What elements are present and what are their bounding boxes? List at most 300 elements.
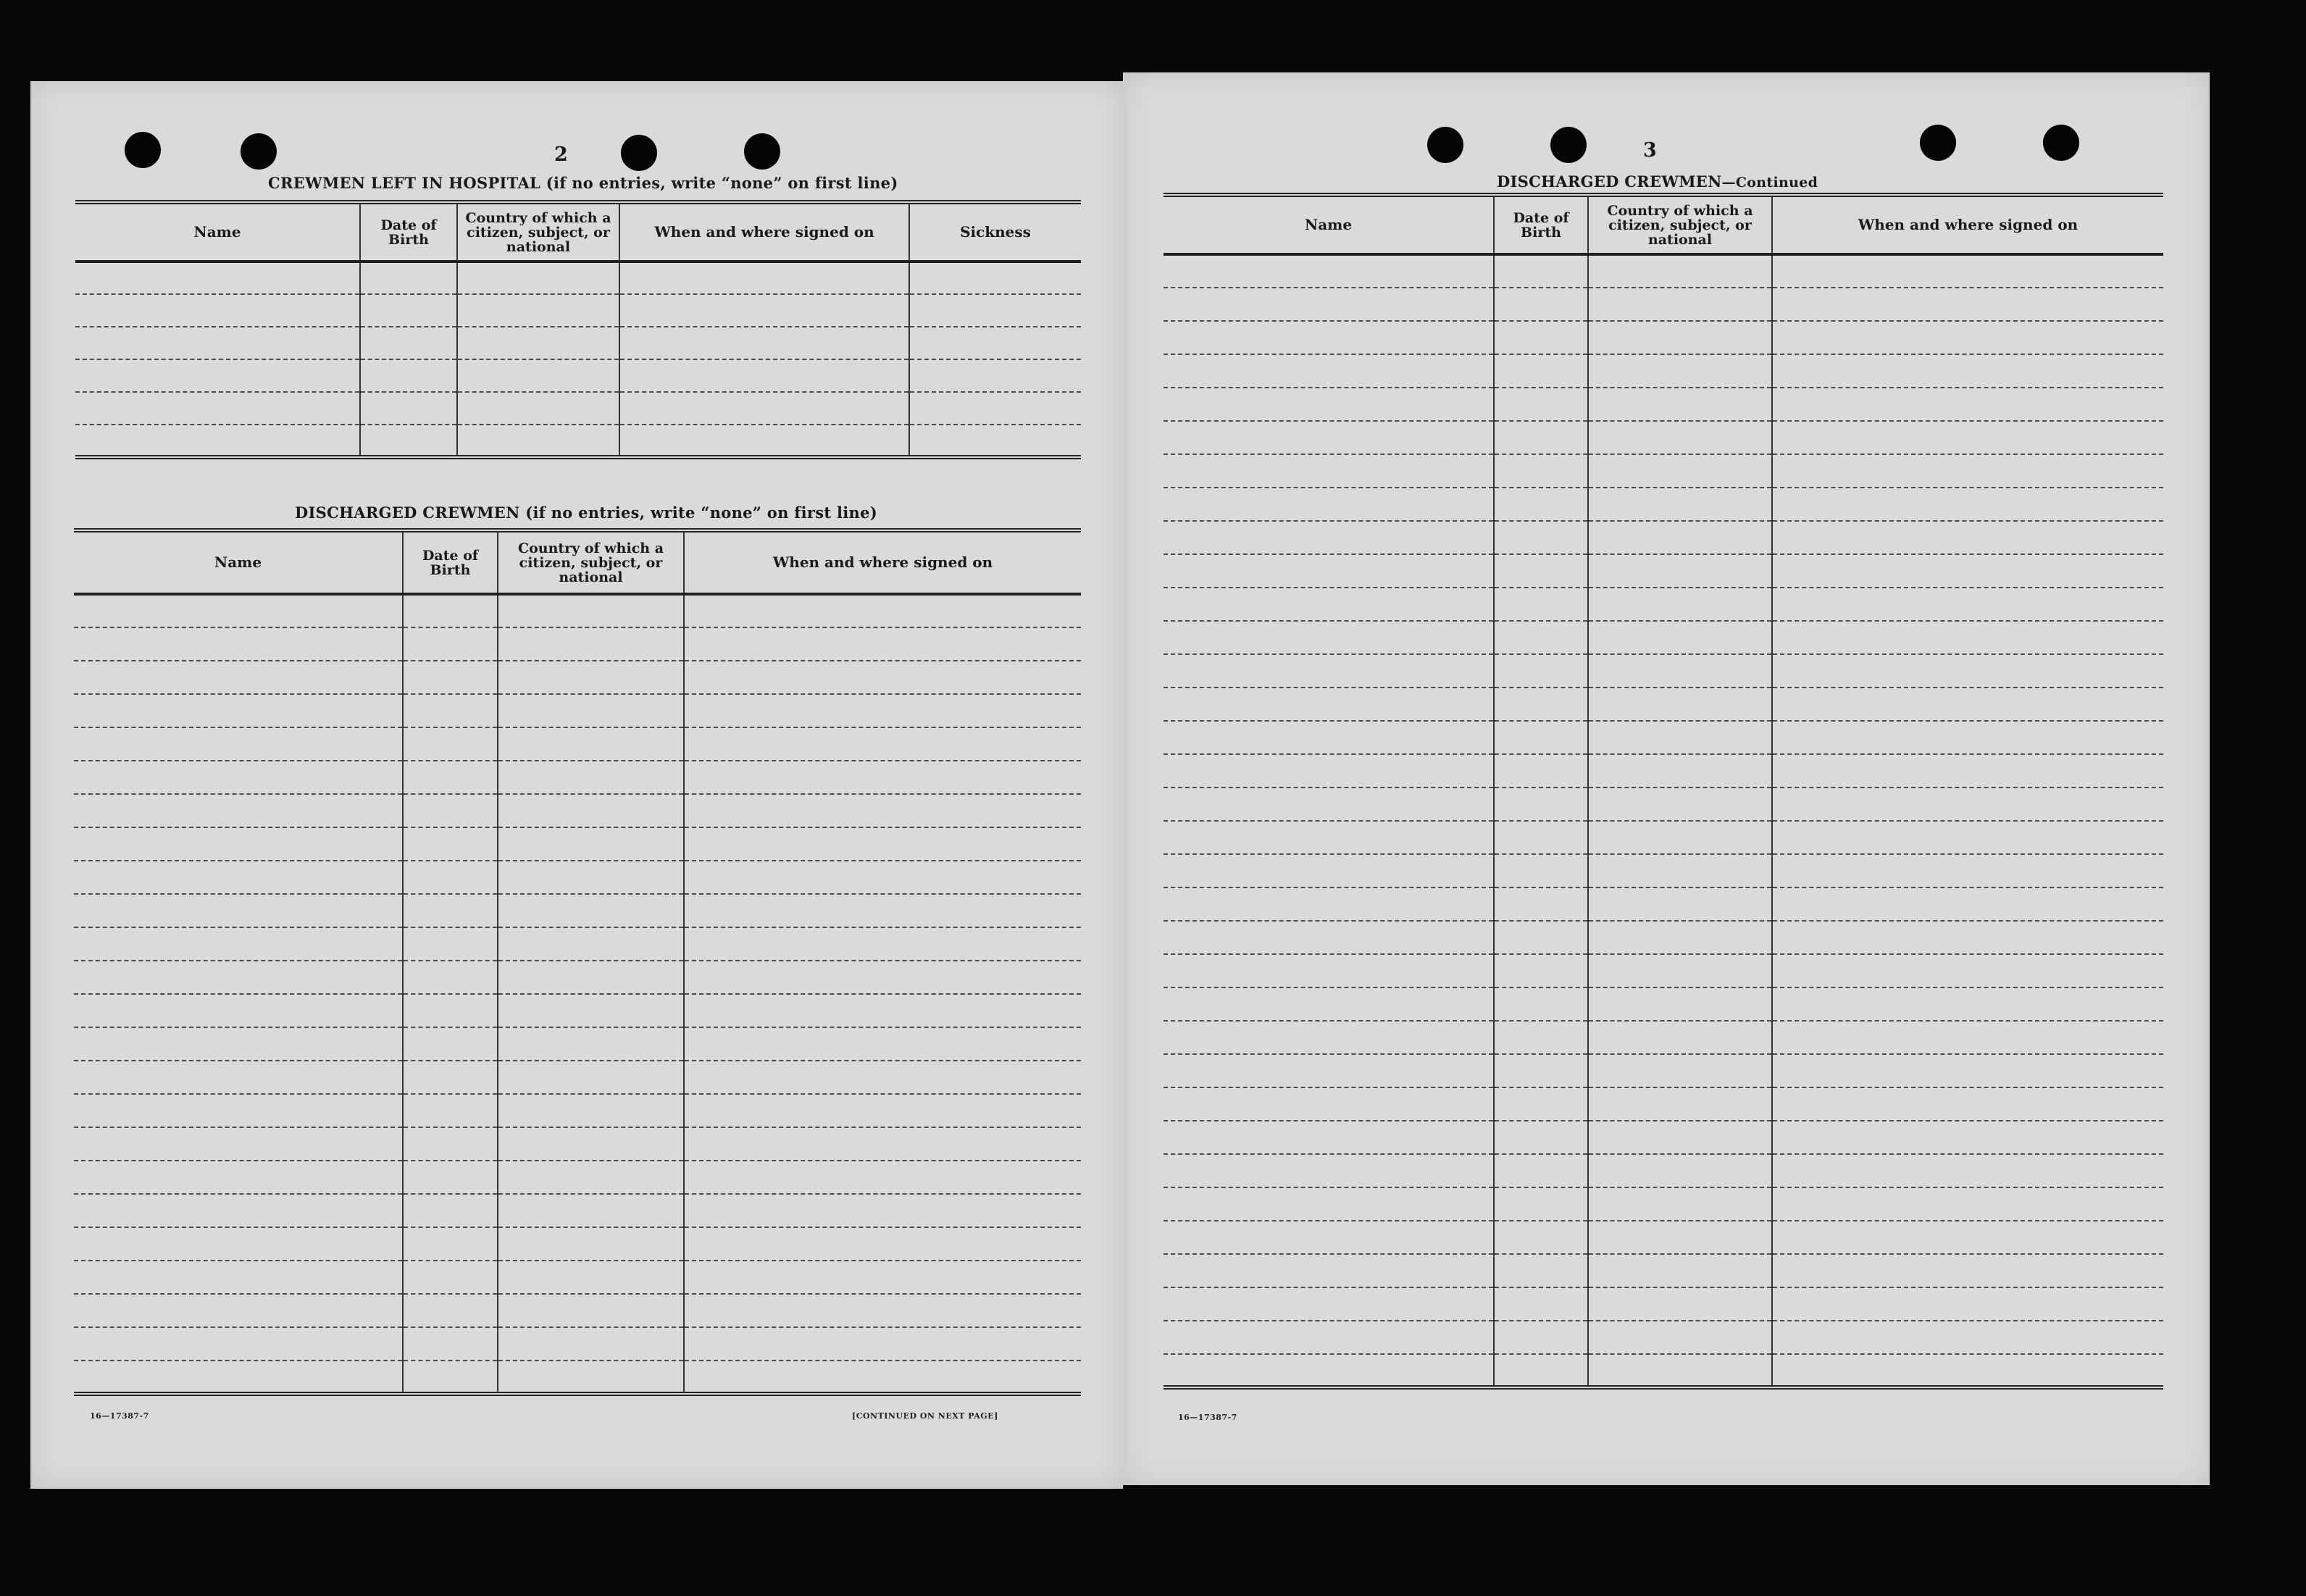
blank-cell: [1494, 554, 1588, 588]
blank-cell: [498, 1127, 684, 1161]
discharged-instruction: (if no entries, write “none” on first line): [525, 504, 878, 522]
punch-hole: [1550, 127, 1587, 163]
blank-cell: [909, 327, 1081, 359]
blank-cell: [1164, 754, 1494, 787]
form-row: [74, 1027, 1081, 1061]
blank-cell: [1494, 1254, 1588, 1287]
blank-cell: [684, 761, 1081, 794]
blank-cell: [403, 861, 498, 894]
form-row: [74, 961, 1081, 994]
blank-cell: [1494, 621, 1588, 654]
form-row: [1164, 388, 2163, 421]
blank-cell: [74, 761, 403, 794]
form-row: [1164, 787, 2163, 821]
blank-cell: [403, 894, 498, 927]
blank-cell: [1494, 887, 1588, 921]
form-row: [74, 1227, 1081, 1261]
blank-cell: [1494, 288, 1588, 321]
form-row: [74, 1094, 1081, 1127]
blank-cell: [1164, 821, 1494, 854]
col-header-name: Name: [75, 202, 360, 262]
blank-cell: [1164, 288, 1494, 321]
blank-cell: [684, 1094, 1081, 1127]
blank-cell: [619, 262, 909, 294]
col-header-when-where-signed-on: When and where signed on: [1772, 195, 2163, 254]
form-row: [74, 1294, 1081, 1327]
form-row: [75, 425, 1081, 457]
punch-hole: [744, 133, 780, 170]
form-row: [74, 661, 1081, 694]
blank-cell: [74, 1327, 403, 1361]
blank-cell: [1164, 1054, 1494, 1087]
blank-cell: [684, 627, 1081, 661]
col-header-name: Name: [1164, 195, 1494, 254]
col-header-when-where-signed-on: When and where signed on: [619, 202, 909, 262]
form-row: [1164, 1087, 2163, 1121]
blank-cell: [909, 392, 1081, 425]
blank-cell: [1772, 388, 2163, 421]
blank-cell: [1772, 1321, 2163, 1354]
form-row: [74, 894, 1081, 927]
form-row: [74, 1061, 1081, 1094]
blank-cell: [1772, 1121, 2163, 1154]
blank-cell: [1494, 388, 1588, 421]
blank-cell: [684, 1361, 1081, 1394]
form-row: [1164, 1121, 2163, 1154]
blank-cell: [457, 425, 619, 457]
blank-cell: [684, 827, 1081, 861]
blank-cell: [360, 294, 457, 327]
form-row: [1164, 854, 2163, 887]
blank-cell: [1494, 787, 1588, 821]
form-row: [74, 1261, 1081, 1294]
form-row: [75, 262, 1081, 294]
blank-cell: [1772, 1087, 2163, 1121]
discharged-continued-title: [1497, 172, 1818, 191]
form-row: [74, 727, 1081, 761]
form-row: [1164, 254, 2163, 288]
blank-cell: [1164, 887, 1494, 921]
blank-cell: [684, 927, 1081, 961]
blank-cell: [1772, 488, 2163, 521]
blank-cell: [75, 327, 360, 359]
form-row: [1164, 821, 2163, 854]
blank-cell: [1588, 421, 1772, 454]
punch-hole: [2043, 125, 2079, 161]
blank-cell: [1588, 787, 1772, 821]
form-row: [1164, 521, 2163, 554]
form-row: [1164, 1054, 2163, 1087]
blank-cell: [74, 1294, 403, 1327]
blank-cell: [684, 1194, 1081, 1227]
blank-cell: [684, 1061, 1081, 1094]
blank-cell: [1588, 1187, 1772, 1221]
blank-cell: [1494, 354, 1588, 388]
blank-cell: [1772, 288, 2163, 321]
blank-cell: [403, 1027, 498, 1061]
blank-cell: [1588, 754, 1772, 787]
blank-cell: [1164, 621, 1494, 654]
blank-cell: [75, 359, 360, 392]
form-row: [1164, 454, 2163, 488]
blank-cell: [684, 1227, 1081, 1261]
blank-cell: [1588, 254, 1772, 288]
form-row: [1164, 554, 2163, 588]
col-header-when-where-signed-on: When and where signed on: [684, 530, 1081, 594]
blank-cell: [684, 794, 1081, 827]
blank-cell: [1588, 454, 1772, 488]
blank-cell: [74, 1127, 403, 1161]
form-row: [74, 861, 1081, 894]
blank-cell: [1494, 1221, 1588, 1254]
blank-cell: [1164, 1254, 1494, 1287]
punch-hole: [1427, 127, 1463, 163]
blank-cell: [1588, 1121, 1772, 1154]
form-row: [74, 594, 1081, 627]
blank-cell: [74, 1361, 403, 1394]
blank-cell: [1772, 987, 2163, 1021]
blank-cell: [909, 262, 1081, 294]
blank-cell: [498, 1027, 684, 1061]
blank-cell: [684, 1161, 1081, 1194]
col-header-country: Country of which a citizen, subject, or national: [498, 530, 684, 594]
blank-cell: [1494, 721, 1588, 754]
form-row: [74, 694, 1081, 727]
blank-cell: [1588, 1087, 1772, 1121]
blank-cell: [360, 425, 457, 457]
blank-cell: [498, 761, 684, 794]
blank-cell: [74, 1227, 403, 1261]
blank-cell: [1164, 421, 1494, 454]
form-row: [75, 294, 1081, 327]
blank-cell: [684, 1294, 1081, 1327]
blank-cell: [1772, 921, 2163, 954]
hospital-table: [75, 200, 1081, 459]
form-row: [1164, 588, 2163, 621]
blank-cell: [1494, 1287, 1588, 1321]
blank-cell: [1772, 354, 2163, 388]
blank-cell: [684, 894, 1081, 927]
blank-cell: [1164, 1087, 1494, 1121]
table-header-row: [74, 530, 1081, 594]
col-header-date-of-birth: Date of Birth: [403, 530, 498, 594]
table-header-row: [75, 202, 1081, 262]
blank-cell: [498, 694, 684, 727]
blank-cell: [403, 1094, 498, 1127]
blank-cell: [909, 425, 1081, 457]
blank-cell: [403, 727, 498, 761]
blank-cell: [1772, 688, 2163, 721]
blank-cell: [74, 1261, 403, 1294]
hospital-title-text: CREWMEN LEFT IN HOSPITAL: [268, 174, 541, 192]
blank-cell: [75, 392, 360, 425]
blank-cell: [403, 1127, 498, 1161]
blank-cell: [498, 1294, 684, 1327]
blank-cell: [1494, 1187, 1588, 1221]
discharged-title-text: DISCHARGED CREWMEN: [295, 504, 520, 522]
blank-cell: [1772, 588, 2163, 621]
blank-cell: [75, 425, 360, 457]
blank-cell: [74, 694, 403, 727]
blank-cell: [1494, 688, 1588, 721]
blank-cell: [74, 927, 403, 961]
form-page-left: [30, 81, 1123, 1489]
punch-hole: [1920, 125, 1956, 161]
blank-cell: [1772, 621, 2163, 654]
blank-cell: [74, 594, 403, 627]
blank-cell: [619, 327, 909, 359]
blank-cell: [1164, 1154, 1494, 1187]
blank-cell: [684, 961, 1081, 994]
blank-cell: [1164, 1221, 1494, 1254]
discharged-table: [74, 528, 1081, 1396]
form-row: [1164, 421, 2163, 454]
form-row: [74, 794, 1081, 827]
blank-cell: [74, 1061, 403, 1094]
form-row: [1164, 987, 2163, 1021]
blank-cell: [1588, 954, 1772, 987]
blank-cell: [1772, 521, 2163, 554]
blank-cell: [403, 594, 498, 627]
blank-cell: [1772, 1354, 2163, 1387]
blank-cell: [1588, 1021, 1772, 1054]
blank-cell: [1164, 254, 1494, 288]
form-row: [74, 1161, 1081, 1194]
blank-cell: [684, 994, 1081, 1027]
blank-cell: [1588, 1254, 1772, 1287]
form-row: [1164, 1154, 2163, 1187]
blank-cell: [1772, 954, 2163, 987]
blank-cell: [1164, 1287, 1494, 1321]
blank-cell: [457, 262, 619, 294]
form-row: [1164, 488, 2163, 521]
blank-cell: [1494, 588, 1588, 621]
blank-cell: [1588, 388, 1772, 421]
blank-cell: [498, 1161, 684, 1194]
blank-cell: [403, 794, 498, 827]
discharged-continued-table: [1164, 193, 2163, 1390]
blank-cell: [498, 1261, 684, 1294]
blank-cell: [1772, 854, 2163, 887]
form-row: [1164, 1321, 2163, 1354]
blank-cell: [498, 661, 684, 694]
blank-cell: [1588, 721, 1772, 754]
form-row: [1164, 1254, 2163, 1287]
blank-cell: [498, 1061, 684, 1094]
table-header-row: [1164, 195, 2163, 254]
blank-cell: [1164, 321, 1494, 354]
blank-cell: [403, 694, 498, 727]
blank-cell: [498, 794, 684, 827]
blank-cell: [1772, 1287, 2163, 1321]
form-row: [1164, 721, 2163, 754]
blank-cell: [1772, 321, 2163, 354]
blank-cell: [1772, 754, 2163, 787]
blank-cell: [1494, 821, 1588, 854]
blank-cell: [1588, 1054, 1772, 1087]
blank-cell: [1164, 787, 1494, 821]
blank-cell: [74, 827, 403, 861]
blank-cell: [1772, 1021, 2163, 1054]
blank-cell: [1494, 1321, 1588, 1354]
form-row: [74, 1127, 1081, 1161]
blank-cell: [74, 1194, 403, 1227]
blank-cell: [360, 392, 457, 425]
blank-cell: [684, 727, 1081, 761]
blank-cell: [1164, 1321, 1494, 1354]
form-row: [74, 761, 1081, 794]
blank-cell: [498, 994, 684, 1027]
blank-cell: [684, 1261, 1081, 1294]
blank-cell: [684, 661, 1081, 694]
form-row: [1164, 954, 2163, 987]
blank-cell: [360, 327, 457, 359]
blank-cell: [1494, 1087, 1588, 1121]
blank-cell: [75, 294, 360, 327]
page-number: 3: [1643, 139, 1657, 162]
blank-cell: [360, 359, 457, 392]
blank-cell: [1164, 354, 1494, 388]
blank-cell: [1588, 654, 1772, 688]
blank-cell: [1772, 554, 2163, 588]
blank-cell: [1772, 1254, 2163, 1287]
blank-cell: [403, 1294, 498, 1327]
blank-cell: [75, 262, 360, 294]
col-header-sickness: Sickness: [909, 202, 1081, 262]
blank-cell: [1772, 721, 2163, 754]
blank-cell: [498, 627, 684, 661]
discharged-section-title: [295, 504, 877, 522]
blank-cell: [1164, 987, 1494, 1021]
punch-hole: [241, 133, 277, 170]
blank-cell: [1494, 521, 1588, 554]
blank-cell: [1164, 654, 1494, 688]
blank-cell: [1494, 987, 1588, 1021]
blank-cell: [909, 294, 1081, 327]
blank-cell: [457, 359, 619, 392]
col-header-name: Name: [74, 530, 403, 594]
blank-cell: [1588, 688, 1772, 721]
blank-cell: [1164, 521, 1494, 554]
blank-cell: [498, 594, 684, 627]
blank-cell: [1494, 488, 1588, 521]
blank-cell: [1772, 1154, 2163, 1187]
blank-cell: [1164, 1021, 1494, 1054]
blank-cell: [74, 861, 403, 894]
col-header-date-of-birth: Date of Birth: [360, 202, 457, 262]
blank-cell: [498, 1227, 684, 1261]
form-row: [1164, 921, 2163, 954]
col-header-country: Country of which a citizen, subject, or national: [457, 202, 619, 262]
blank-cell: [403, 1361, 498, 1394]
blank-cell: [1772, 1054, 2163, 1087]
blank-cell: [498, 1094, 684, 1127]
col-header-country: Country of which a citizen, subject, or national: [1588, 195, 1772, 254]
blank-cell: [74, 661, 403, 694]
blank-cell: [1588, 354, 1772, 388]
blank-cell: [457, 327, 619, 359]
blank-cell: [684, 1027, 1081, 1061]
blank-cell: [1772, 787, 2163, 821]
form-row: [1164, 1221, 2163, 1254]
blank-cell: [684, 594, 1081, 627]
form-row: [74, 827, 1081, 861]
blank-cell: [909, 359, 1081, 392]
blank-cell: [1772, 1221, 2163, 1254]
blank-cell: [403, 761, 498, 794]
blank-cell: [684, 1127, 1081, 1161]
blank-cell: [1494, 754, 1588, 787]
blank-cell: [1588, 887, 1772, 921]
blank-cell: [1588, 321, 1772, 354]
blank-cell: [74, 627, 403, 661]
punch-hole: [621, 135, 657, 171]
blank-cell: [498, 827, 684, 861]
blank-cell: [498, 894, 684, 927]
form-row: [1164, 688, 2163, 721]
blank-cell: [619, 359, 909, 392]
form-row: [74, 1361, 1081, 1394]
discharged-continued-title-text: DISCHARGED CREWMEN: [1497, 172, 1722, 191]
blank-cell: [498, 861, 684, 894]
blank-cell: [1164, 454, 1494, 488]
blank-cell: [1772, 254, 2163, 288]
blank-cell: [1588, 1354, 1772, 1387]
blank-cell: [619, 425, 909, 457]
blank-cell: [1494, 1121, 1588, 1154]
blank-cell: [498, 1361, 684, 1394]
form-row: [75, 359, 1081, 392]
blank-cell: [1164, 954, 1494, 987]
blank-cell: [498, 961, 684, 994]
hospital-instruction: (if no entries, write “none” on first line): [546, 174, 898, 192]
form-code: 16—17387-7: [1178, 1413, 1237, 1422]
blank-cell: [1494, 254, 1588, 288]
form-row: [74, 627, 1081, 661]
blank-cell: [403, 994, 498, 1027]
blank-cell: [1494, 854, 1588, 887]
blank-cell: [403, 1194, 498, 1227]
form-row: [1164, 1287, 2163, 1321]
col-header-date-of-birth: Date of Birth: [1494, 195, 1588, 254]
form-row: [74, 1194, 1081, 1227]
blank-cell: [1494, 1021, 1588, 1054]
blank-cell: [1772, 421, 2163, 454]
blank-cell: [1164, 388, 1494, 421]
blank-cell: [1588, 1221, 1772, 1254]
blank-cell: [74, 961, 403, 994]
blank-cell: [457, 392, 619, 425]
blank-cell: [1494, 1054, 1588, 1087]
form-row: [1164, 1021, 2163, 1054]
form-row: [74, 1327, 1081, 1361]
blank-cell: [1164, 688, 1494, 721]
blank-cell: [1588, 1321, 1772, 1354]
blank-cell: [1494, 421, 1588, 454]
blank-cell: [403, 961, 498, 994]
form-row: [1164, 321, 2163, 354]
blank-cell: [1772, 1187, 2163, 1221]
blank-cell: [1588, 521, 1772, 554]
punch-hole: [125, 132, 161, 168]
blank-cell: [1588, 288, 1772, 321]
blank-cell: [1164, 1354, 1494, 1387]
continued-suffix: —Continued: [1721, 175, 1818, 191]
blank-cell: [74, 727, 403, 761]
form-row: [1164, 354, 2163, 388]
page-number: 2: [554, 143, 568, 166]
blank-cell: [403, 1161, 498, 1194]
